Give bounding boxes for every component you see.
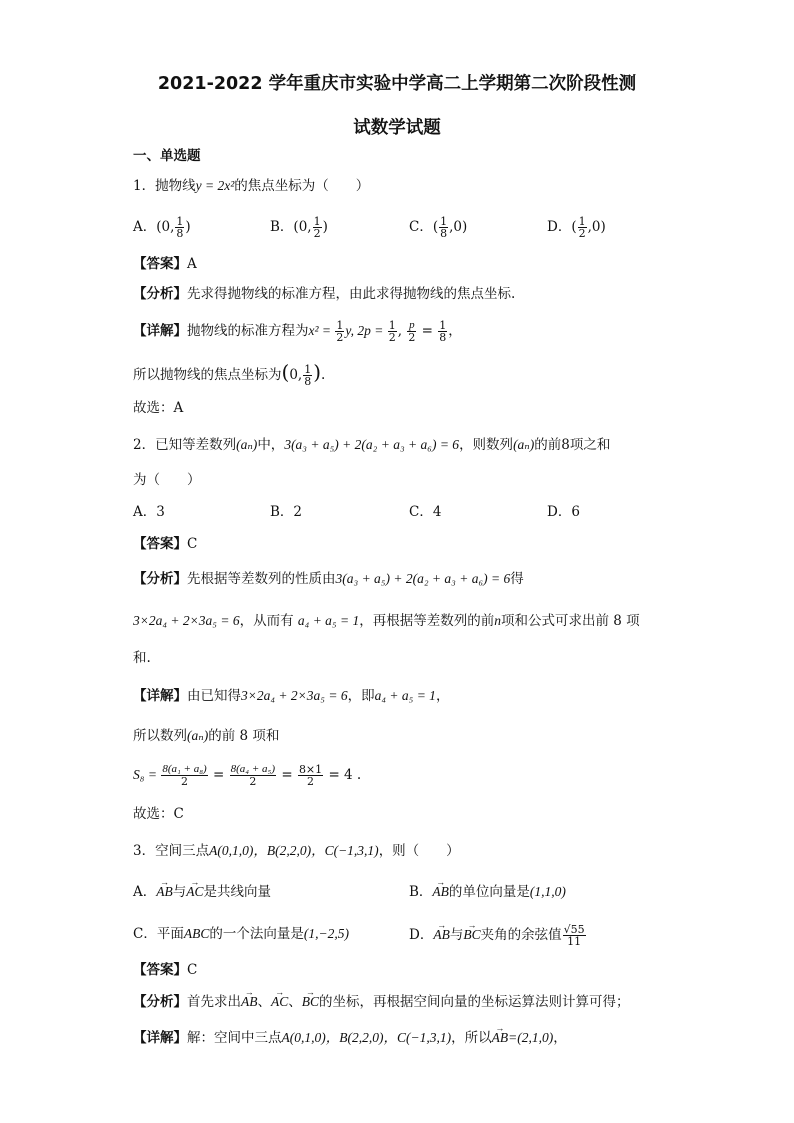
q1-focus: 所以抛物线的焦点坐标为(0, $\frac{1}{8}$ ).	[133, 360, 326, 388]
q1-analysis: 【分析】先求得抛物线的标准方程，由此求得抛物线的焦点坐标.	[133, 286, 516, 302]
q3-option-b: B．→ AB的单位向量是(1,1,0)	[409, 882, 566, 902]
q3-analysis: 【分析】首先求出→ AB、→ AC、→ BC的坐标，再根据空间向量的坐标运算法则计算可得；	[133, 992, 630, 1012]
q1-choice: 故选：A	[133, 400, 184, 416]
q2-analysis: 【分析】先根据等差数列的性质由3(a₃ + a₅) + 2(a₂ + a₃ + a₆) = 6得	[133, 571, 524, 587]
q3-detail: 【详解】解：空间中三点A(0,1,0)，B(2,2,0)，C(−1,3,1)，所以→ AB=(2,1,0)，	[133, 1028, 567, 1048]
q1-option-b: B．(0, $\frac{1}{2}$ )	[270, 215, 328, 240]
q2-answer: 【答案】C	[133, 536, 198, 552]
q1-answer: 【答案】A	[133, 256, 197, 272]
q3-stem: 3．空间三点A(0,1,0)，B(2,2,0)，C(−1,3,1)，则（ ）	[133, 843, 460, 859]
q2-detail: 【详解】由已知得3×2a₄ + 2×3a₅ = 6，即a₄ + a₅ = 1，	[133, 688, 450, 704]
q1-stem-text: 1．抛物线	[133, 178, 196, 194]
q1-option-c: C．( $\frac{1}{8}$ ,0)	[409, 215, 468, 240]
q1-detail: 【详解】抛物线的标准方程为x² = $\frac{1}{2}$ y, 2p = $\frac{1}{2}$ , $\frac{p}{2}$ = $\frac{1}{8}$ ，	[133, 319, 462, 344]
q1-stem	[133, 176, 369, 196]
q2-stem-cont: 为（ ）	[133, 472, 201, 488]
doc-title-line2: 试数学试题	[353, 118, 441, 138]
q1-stem-tail: 的焦点坐标为（ ）	[234, 178, 370, 194]
q2-option-a: A．3	[133, 504, 165, 520]
q3-option-c: C．平面ABC的一个法向量是(1,−2,5)	[133, 926, 349, 942]
section-heading: 一、单选题	[133, 148, 201, 164]
q3-answer: 【答案】C	[133, 962, 198, 978]
q2-sum-intro: 所以数列(aₙ)的前 8 项和	[133, 728, 280, 744]
q2-option-c: C．4	[409, 504, 442, 520]
q3-option-a: A．→ AB与→ AC是共线向量	[133, 882, 271, 902]
q2-analysis-cont: 3×2a₄ + 2×3a₅ = 6，从而有 a₄ + a₅ = 1，再根据等差数列的前n项和公式可求出前 8 项	[133, 613, 640, 629]
q2-option-d: D．6	[547, 504, 580, 520]
q2-option-b: B．2	[270, 504, 303, 520]
q1-equation: y = 2x²	[195, 178, 235, 193]
q2-analysis-end: 和.	[133, 650, 151, 666]
q2-stem: 2．已知等差数列(aₙ)中，3(a₃ + a₅) + 2(a₂ + a₃ + a₆) = 6，则数列(aₙ)的前8项之和	[133, 437, 611, 453]
q1-option-a: A．(0, $\frac{1}{8}$ )	[133, 215, 191, 240]
q3-option-d: D．→ AB与→ BC夹角的余弦值 $\frac{√55}{11}$	[409, 924, 587, 947]
q2-sum-formula: S₈ = $\frac{\text{8(a₁ + a₈)}}{2}$ = $\frac{\text{8(a₄ + a₅)}}{2}$ = $\frac{8\times 1}{2}$ = 4 .	[133, 763, 362, 788]
q2-choice: 故选：C	[133, 806, 184, 822]
q1-option-d: D．( $\frac{1}{2}$ ,0)	[547, 215, 606, 240]
doc-title-line1: 2021-2022 学年重庆市实验中学高二上学期第二次阶段性测	[157, 74, 637, 94]
